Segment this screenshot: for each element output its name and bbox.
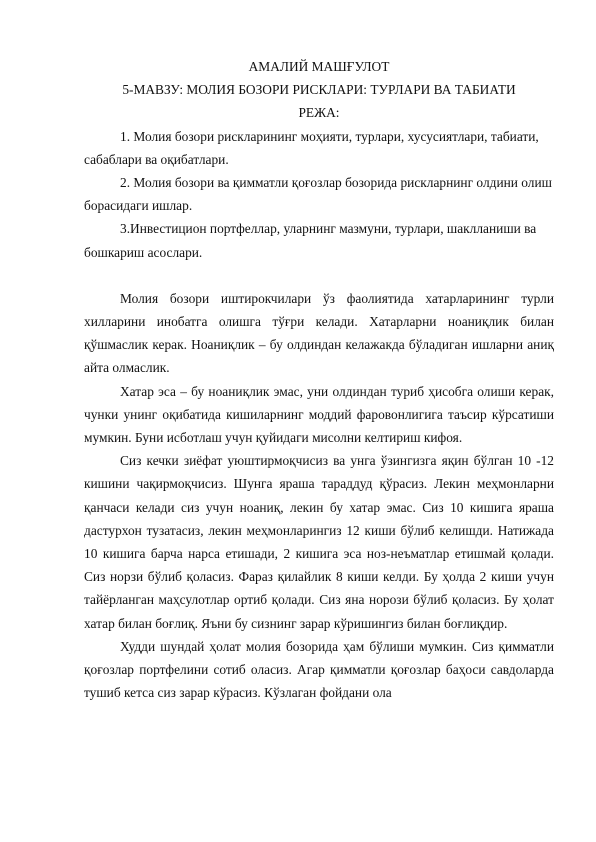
plan-item: 2. Молия бозори ва қимматли қоғозлар бозорида рискларнинг олдини олиш борасидаги ишлар. [84, 175, 552, 214]
document-page [84, 55, 554, 704]
body-paragraph: Молия бозори иштирокчилари ўз фаолиятида хатарларининг турли хилларини инобатга олишга тўғри келади. Хатарларни ноаниқлик билан қўшмаслик керак. Ноаниқлик – бу олдиндан келажакда бўладиган ишларни аниқ айта олмаслик. [84, 290, 554, 376]
section-spacer [84, 264, 554, 287]
plan-item: 3.Инвестицион портфеллар, уларнинг мазмуни, турлари, шаклланиши ва бошкариш асослари. [84, 221, 537, 260]
body-paragraph: Сиз кечки зиёфат уюштирмоқчисиз ва унга ўзингизга яқин бўлган 10 -12 кишини чақирмоқчисиз. Шунга яраша тараддуд қўрасиз. Лекин меҳмонларни қанчаси келади сиз учун ноаниқ, лекин бу хатар эмас. Сиз 10 кишига яраша дастурхон тузатасиз, лекин меҳмонларингиз 12 киши бўлиб келишди. Натижада 10 кишига барча нарса етишади, 2 кишига эса ноз-неъматлар етишмай қолади. Сиз норзи бўлиб қоласиз. Фараз қилайлик 8 киши келди. Бу ҳолда 2 киши учун тайёрланган маҳсулотлар ортиб қолади. Сиз яна норози бўлиб қоласиз. Бу ҳолат хатар билан боғлиқ. Яъни бу сизнинг зарар кўришингиз билан боғлиқдир. [84, 453, 554, 631]
plan-title: РЕЖА: [298, 105, 340, 121]
plan-item: 1. Молия бозори рискларининг моҳияти, турлари, хусусиятлари, табиати, сабаблари ва оқибатлари. [84, 128, 539, 167]
body-paragraph: Хатар эса – бу ноаниқлик эмас, уни олдиндан туриб ҳисобга олиши керак, чунки унинг оқибатида кишиларнинг моддий фаровонлигига таъсир кўрсатиши мумкин. Буни исботлаш учун қуйидаги мисолни келтириш кифоя. [84, 383, 554, 446]
topic-title: 5-МАВЗУ: МОЛИЯ БОЗОРИ РИСКЛАРИ: ТУРЛАРИ ВА ТАБИАТИ [122, 82, 516, 98]
body-paragraph: Худди шундай ҳолат молия бозорида ҳам бўлиши мумкин. Сиз қимматли қоғозлар портфелини сотиб оласиз. Агар қимматли қоғозлар баҳоси савдоларда тушиб кетса сиз зарар кўрасиз. Кўзлаган фойдани ола [84, 638, 554, 701]
document-heading: АМАЛИЙ МАШҒУЛОТ [248, 59, 390, 74]
